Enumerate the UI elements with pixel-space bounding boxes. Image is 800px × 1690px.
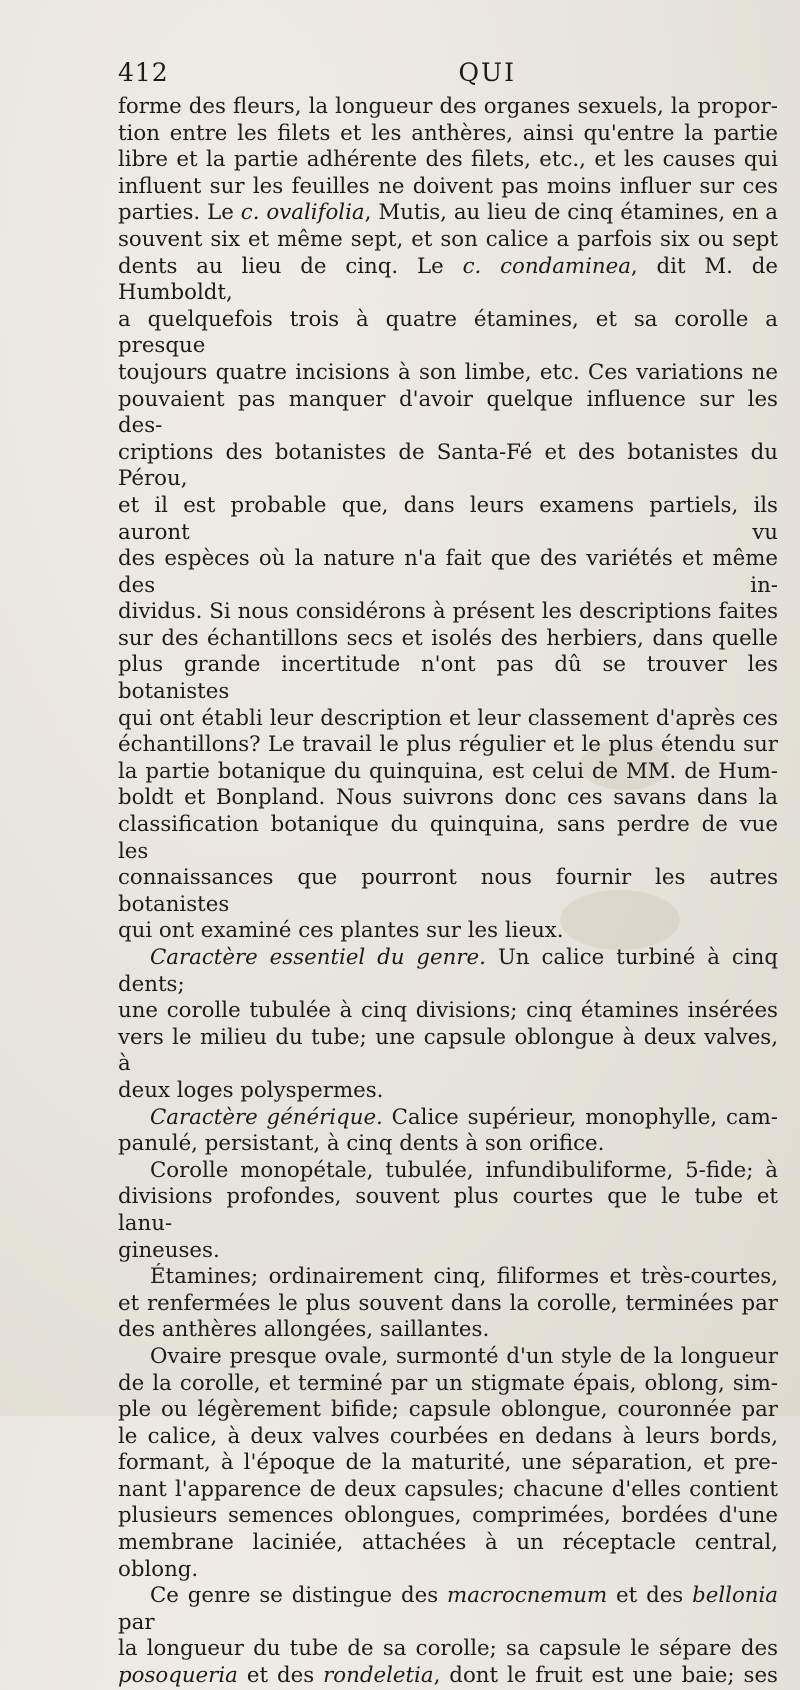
text-line: pouvaient pas manquer d'avoir quelque influence sur les des- [118,386,778,439]
text-line: dents au lieu de cinq. Le c. condaminea, dit M. de Humboldt, [118,253,778,306]
text-line: la longueur du tube de sa corolle; sa capsule le sépare des [118,1636,778,1662]
text-line: des espèces où la nature n'a fait que des variétés et même des in- [118,546,778,598]
paragraph [118,94,778,945]
text-line: ple ou légèrement bifide; capsule oblongue, couronnée par [118,1397,778,1423]
text-line: formant, à l'époque de la maturité, une séparation, et pre- [118,1450,778,1476]
text-line: dividus. Si nous considérons à présent les descriptions faites [118,599,778,625]
text-line: nant l'apparence de deux capsules; chacune d'elles contient [118,1476,778,1502]
page-number: 412 [118,58,169,87]
paragraph [118,1264,778,1344]
text-line: sur des échantillons secs et isolés des herbiers, dans quelle [118,625,778,651]
text-line: de la corolle, et terminé par un stigmate épais, oblong, sim- [118,1370,778,1396]
text-line: divisions profondes, souvent plus courtes que le tube et lanu- [118,1184,778,1236]
text-line: parties. Le c. ovalifolia, Mutis, au lieu de cinq étamines, en a [118,200,778,226]
paragraph [118,1105,778,1158]
text-line: souvent six et même sept, et son calice a parfois six ou sept [118,226,778,252]
text-line: des anthères allongées, saillantes. [118,1317,490,1343]
text-line: vers le milieu du tube; une capsule oblongue à deux valves, à [118,1024,778,1077]
text-line: influent sur les feuilles ne doivent pas moins influer sur ces [118,173,778,199]
text-line: forme des fleurs, la longueur des organes sexuels, la propor- [118,94,778,119]
paragraph [118,1344,778,1583]
text-line: posoqueria et des rondeletia, dont le fruit est une baie; ses [118,1663,778,1689]
paragraph [118,1583,778,1689]
text-line: qui ont établi leur description et leur classement d'après ces [118,705,778,731]
text-line: libre et la partie adhérente des filets, etc., et les causes qui [118,147,778,173]
text-line: gineuses. [118,1237,220,1263]
text-line: une corolle tubulée à cinq divisions; cinq étamines insérées [118,998,778,1024]
text-line: le calice, à deux valves courbées en dedans à leurs bords, [118,1423,778,1449]
text-line: plus grande incertitude n'ont pas dû se trouver les botanistes [118,652,778,705]
text-line: échantillons? Le travail le plus régulier et le plus étendu sur [118,732,778,758]
paragraph [118,1158,778,1264]
text-line: Corolle monopétale, tubulée, infundibuliforme, 5-fide; à [150,1157,778,1183]
text-line: a quelquefois trois à quatre étamines, et sa corolle a presque [118,306,778,359]
text-line: plusieurs semences oblongues, comprimées, bordées d'une [118,1503,778,1529]
text-line: Caractère générique. Calice supérieur, monophylle, cam- [150,1104,778,1130]
text-line: Caractère essentiel du genre. Un calice turbiné à cinq dents; [118,945,778,997]
text-line: la partie botanique du quinquina, est celui de MM. de Hum- [118,758,778,784]
running-title: QUI [458,58,516,87]
body-text [118,94,778,1690]
text-line: et renfermées le plus souvent dans la corolle, terminées par [118,1290,778,1316]
text-line: deux loges polyspermes. [118,1077,384,1103]
text-line: panulé, persistant, à cinq dents à son orifice. [118,1131,605,1157]
text-line: criptions des botanistes de Santa-Fé et des botanistes du Pérou, [118,439,778,492]
text-line: qui ont examiné ces plantes sur les lieux. [118,918,564,944]
text-line: Ce genre se distingue des macrocnemum et des bellonia par [118,1583,778,1635]
text-line: Étamines; ordinairement cinq, filiformes et très-courtes, [150,1264,778,1290]
paragraph [118,945,778,1105]
text-line: tion entre les filets et les anthères, ainsi qu'entre la partie [118,120,778,146]
text-line: membrane laciniée, attachées à un réceptacle central, oblong. [118,1530,778,1582]
book-page [118,58,778,1690]
text-line: toujours quatre incisions à son limbe, etc. Ces variations ne [118,359,778,385]
text-line: classification botanique du quinquina, sans perdre de vue les [118,812,778,864]
text-line: et il est probable que, dans leurs examens partiels, ils auront vu [118,492,778,545]
text-line: connaissances que pourront nous fournir les autres botanistes [118,865,778,917]
text-line: boldt et Bonpland. Nous suivrons donc ces savans dans la [118,785,778,811]
page-header [118,58,778,92]
text-line: Ovaire presque ovale, surmonté d'un style de la longueur [150,1343,778,1369]
